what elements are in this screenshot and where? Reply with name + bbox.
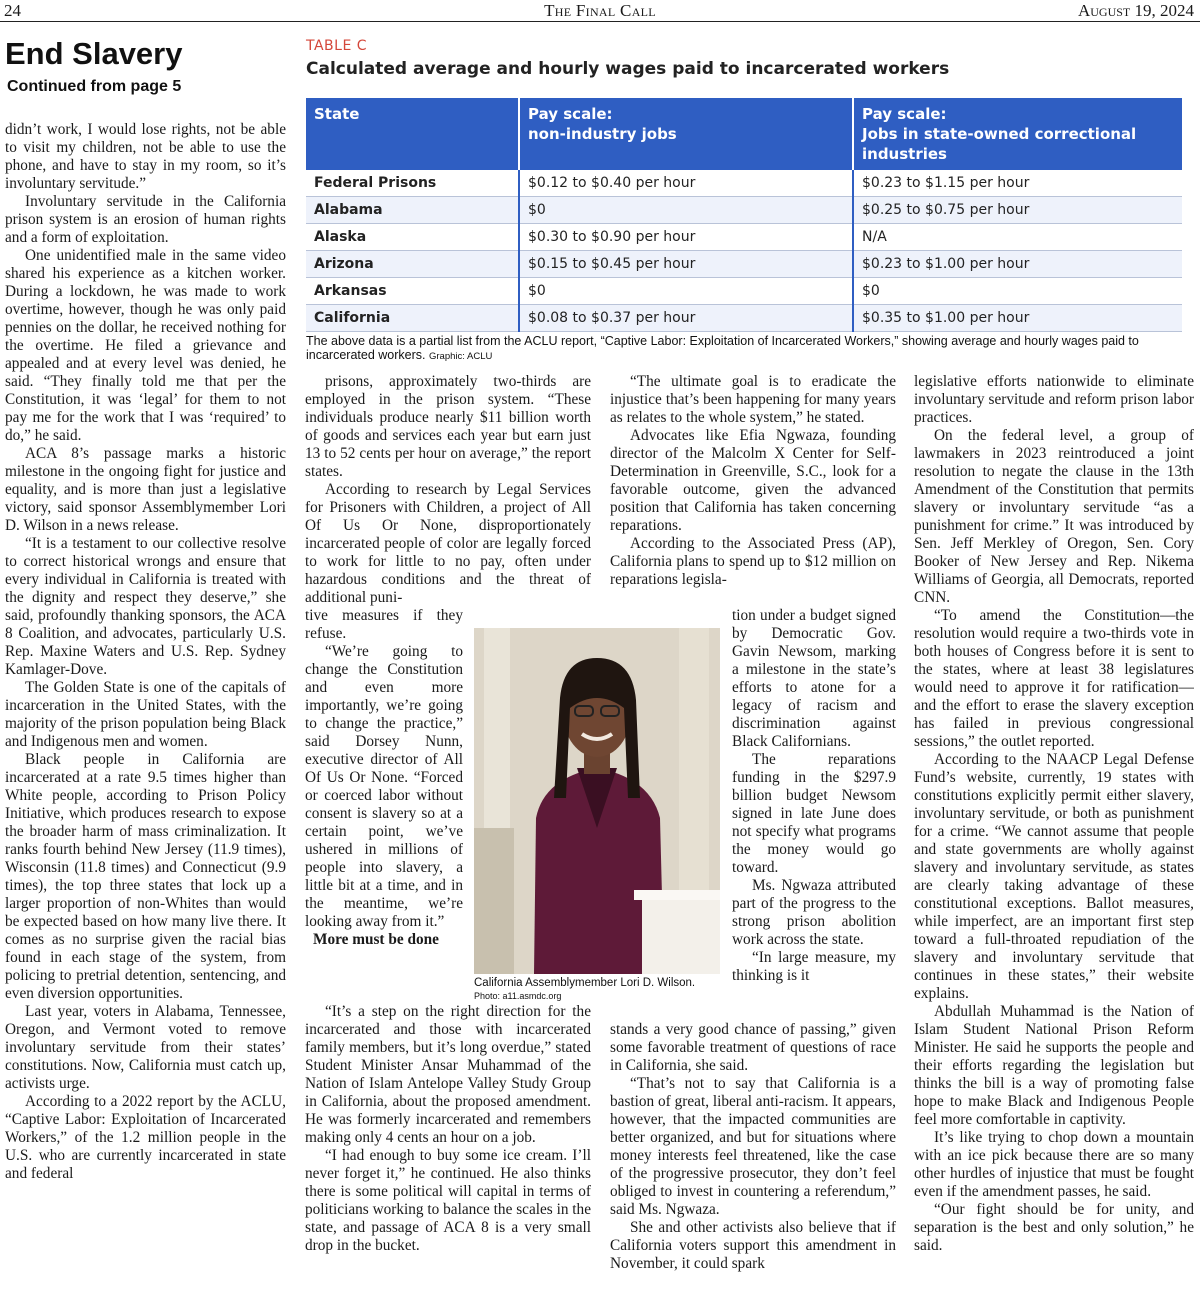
column-3-wrap <box>732 607 896 1021</box>
column-1 <box>5 121 286 1295</box>
column-3-top <box>610 373 896 607</box>
paragraph: Black people in California are incarcerated at a rate 9.5 times higher than White people, according to Prison Policy Initiative, which produces research to expose the broader harm of mass criminalization. It ranks fourth behind New Jersey (11.9 times), Wisconsin (11.8 times) and Connecticut (9.9 times), the top three states that lock up a larger proportion of non-Whites than would be expected based on how many live there. It comes as no surprise given the racial bias found in each stage of the system, from policing to pretrial detention, sentencing, and even diversion opportunities. <box>5 751 286 1002</box>
article-headline: End Slavery <box>5 36 183 71</box>
paragraph: tion under a budget signed by Democratic Gov. Gavin Newsom, marking a milestone in the state’s efforts to atone for a legacy of racism and discrimination against Black Californians. <box>732 607 896 750</box>
paragraph: Abdullah Muhammad is the Nation of Islam Student National Prison Reform Minister. He said he supports the people and their efforts regarding the legislation but thinks the bill is a way of promoting false hope to make Black and Indigenous People feel more comfortable in captivity. <box>914 1003 1194 1128</box>
column-2-wrap-text <box>305 607 463 931</box>
table-header-industries: Pay scale: Jobs in state-owned correctional industries <box>853 98 1182 170</box>
paragraph: “In large measure, my thinking is it <box>732 949 896 984</box>
paragraph: Advocates like Efia Ngwaza, founding director of the Malcolm X Center for Self-Determination in Greenville, S.C., look for a favorable outcome, given the advanced position that California has taken concerning reparations. <box>610 427 896 534</box>
paragraph: stands a very good chance of passing,” given some favorable treatment of questions of race in California, she said. <box>610 1021 896 1074</box>
non-industry-pay-cell: $0.08 to $0.37 per hour <box>519 305 853 332</box>
table-body <box>306 170 1182 332</box>
header-rule <box>0 21 1200 22</box>
industry-pay-cell: $0 <box>853 278 1182 305</box>
state-cell: Alaska <box>306 224 519 251</box>
paragraph: The Golden State is one of the capitals of incarceration in the United States, with the majority of the prison population being Black and Indigenous men and women. <box>5 679 286 750</box>
paragraph: She and other activists also believe that if California voters support this amendment in November, it could spark <box>610 1219 896 1272</box>
table-header-state: State <box>306 98 519 170</box>
paragraph: “I had enough to buy some ice cream. I’ll never forget it,” he continued. He also thinks there is some political will capital in terms of politicians working to balance the scales in the state, and passage of ACA 8 is a very small drop in the bucket. <box>305 1147 591 1254</box>
table-label: TABLE C <box>306 38 368 54</box>
paragraph: According to the NAACP Legal Defense Fund’s website, currently, 19 states with constitutions explicitly permit either slavery, involuntary servitude, or both as punishment for a crime. “We cannot assume that people and state governments are wholly against slavery and involuntary servitude, as states are clearly taking advantage of these constitutional exceptions. Ballot measures, while imperfect, are an important first step toward a full-throated repudiation of the slavery and involuntary servitude that continues in these states,” their website explains. <box>914 751 1194 1002</box>
table-row <box>306 170 1182 197</box>
photo-credit: Photo: a11.asmdc.org <box>474 991 562 1001</box>
paragraph: According to the Associated Press (AP), California plans to spend up to $12 million on reparations legisla- <box>610 535 896 588</box>
non-industry-pay-cell: $0.30 to $0.90 per hour <box>519 224 853 251</box>
industry-pay-cell: N/A <box>853 224 1182 251</box>
table-row <box>306 224 1182 251</box>
industry-pay-cell: $0.23 to $1.15 per hour <box>853 170 1182 197</box>
paragraph: According to research by Legal Services for Prisoners with Children, a project of All Of Us Or None, disproportionately incarcerated people of color are legally forced to work for little to no pay, often under hazardous conditions and the threat of additional puni- <box>305 481 591 606</box>
column-2-top <box>305 373 591 607</box>
paragraph: Involuntary servitude in the California prison system is an erosion of human rights and a form of exploitation. <box>5 193 286 246</box>
paragraph: tive measures if they refuse. <box>305 607 463 642</box>
photo-caption-text: California Assemblymember Lori D. Wilson. <box>474 977 696 989</box>
state-cell: Federal Prisons <box>306 170 519 197</box>
state-cell: Arkansas <box>306 278 519 305</box>
state-cell: Alabama <box>306 197 519 224</box>
table-title: Calculated average and hourly wages paid to incarcerated workers <box>306 59 950 79</box>
column-2-bottom <box>305 1003 591 1295</box>
paragraph: “To amend the Constitution—the resolution would require a two-thirds vote in both houses of Congress before it is sent to the states, where at least 38 legislatures would need to approve it for ratification—and the effort to erase the slavery exception has failed in previous congressional sessions,” the outlet reported. <box>914 607 1194 750</box>
table-caption-text: The above data is a partial list from the ACLU report, “Captive Labor: Exploitation of Incarcerated Workers,” showing average and hourly wages paid to incarcerated workers. <box>306 334 1139 362</box>
paragraph: prisons, approximately two-thirds are employed in the prison system. “These individuals produce nearly $11 billion worth of goods and services each year but earn just 13 to 52 cents per hour on average,” the report states. <box>305 373 591 480</box>
column-2-wrap <box>305 607 463 1019</box>
portrait-photo <box>474 628 720 974</box>
table-row <box>306 197 1182 224</box>
non-industry-pay-cell: $0 <box>519 278 853 305</box>
paragraph: didn’t work, I would lose rights, not be able to visit my children, not be able to use the phone, and have to stay in my room, so it’s involuntary servitude.” <box>5 121 286 192</box>
column-3-bottom <box>610 1021 896 1295</box>
paragraph: “The ultimate goal is to eradicate the injustice that’s been happening for many years as relates to the whole system,” he stated. <box>610 373 896 426</box>
industry-pay-cell: $0.25 to $0.75 per hour <box>853 197 1182 224</box>
paragraph: “We’re going to change the Constitution and even more importantly, we’re going to change the practice,” said Dorsey Nunn, executive director of All Of Us Or None. “Forced or coerced labor without consent is slavery so at a certain point, we’ve ushered in millions of people into slavery, a little bit at a time, and in the meantime, we’re looking away from it.” <box>305 643 463 930</box>
portrait-illustration <box>474 628 720 974</box>
non-industry-pay-cell: $0.15 to $0.45 per hour <box>519 251 853 278</box>
paragraph: On the federal level, a group of lawmakers in 2023 reintroduced a joint resolution to negate the clause in the 13th Amendment of the Constitution that permits slavery or involuntary servitude “as a punishment for crime.” It was introduced by Sen. Jeff Merkley of Oregon, Sen. Cory Booker of New Jersey and Rep. Nikema Williams of Georgia, all Democrats, reported CNN. <box>914 427 1194 606</box>
paragraph: The reparations funding in the $297.9 billion budget Newsom signed in late June does not specify what programs the money would go toward. <box>732 751 896 876</box>
paragraph: ACA 8’s passage marks a historic milestone in the ongoing fight for justice and equality, and is more than just a legislative victory, said sponsor Assemblymember Lori D. Wilson in a news release. <box>5 445 286 534</box>
paragraph: legislative efforts nationwide to eliminate involuntary servitude and reform prison labor practices. <box>914 373 1194 426</box>
industry-pay-cell: $0.35 to $1.00 per hour <box>853 305 1182 332</box>
table-caption <box>306 334 1196 364</box>
photo-caption <box>474 977 730 1003</box>
issue-date: August 19, 2024 <box>1077 1 1194 20</box>
paragraph: It’s like trying to chop down a mountain with an ice pick because there are so many other hurdles of injustice that must be fought even if the amendment passes, he said. <box>914 1129 1194 1200</box>
paragraph: Ms. Ngwaza attributed part of the progress to the strong prison abolition work across the state. <box>732 877 896 948</box>
paragraph: According to a 2022 report by the ACLU, “Captive Labor: Exploitation of Incarcerated Workers,” of the 1.2 million people in the U.S. who are currently incarcerated in state and federal <box>5 1093 286 1182</box>
table-row <box>306 251 1182 278</box>
non-industry-pay-cell: $0 <box>519 197 853 224</box>
non-industry-pay-cell: $0.12 to $0.40 per hour <box>519 170 853 197</box>
table-row <box>306 278 1182 305</box>
paragraph: “That’s not to say that California is a bastion of great, liberal anti-racism. It appears, however, that the impacted communities are better organized, and but for situations where money interests feel threatened, like the case of the progressive prosecutor, they don’t feel obliged to invest in countering a referendum,” said Ms. Ngwaza. <box>610 1075 896 1218</box>
newspaper-name: The Final Call <box>544 1 656 20</box>
paragraph: “Our fight should be for unity, and separation is the best and only solution,” he said. <box>914 1201 1194 1254</box>
column-4 <box>914 373 1194 1295</box>
wages-table <box>306 98 1182 332</box>
subhead: More must be done <box>313 931 439 948</box>
state-cell: California <box>306 305 519 332</box>
paragraph: Last year, voters in Alabama, Tennessee, Oregon, and Vermont voted to remove involuntary servitude from their states’ constitutions. Now, California must catch up, activists urge. <box>5 1003 286 1092</box>
paragraph: One unidentified male in the same video shared his experience as a kitchen worker. During a lockdown, he was made to work overtime, however, though he was only paid pennies on the dollar, he received nothing for the overtime. He filed a grievance and appealed and at every level was denied, he said. “They finally told me that per the Constitution, it was ‘legal’ for them to not pay me for the work that I was ‘required’ to do,” he said. <box>5 247 286 444</box>
table-credit: Graphic: ACLU <box>428 351 493 362</box>
running-header <box>0 0 1200 20</box>
table-header-non-industry: Pay scale: non-industry jobs <box>519 98 853 170</box>
page-number: 24 <box>4 1 21 20</box>
continued-line: Continued from page 5 <box>7 78 182 95</box>
table-row <box>306 305 1182 332</box>
industry-pay-cell: $0.23 to $1.00 per hour <box>853 251 1182 278</box>
state-cell: Arizona <box>306 251 519 278</box>
paragraph: “It’s a step on the right direction for the incarcerated and those with incarcerated family members, but it’s long overdue,” stated Student Minister Ansar Muhammad of the Nation of Islam Antelope Valley Study Group in California, about the proposed amendment. He was formerly incarcerated and remembers making only 4 cents an hour on a job. <box>305 1003 591 1146</box>
paragraph: “It is a testament to our collective resolve to correct historical wrongs and ensure that every individual in California is treated with the dignity and respect they deserve,” she said, profoundly thanking sponsors, the ACA 8 Coalition, and advocates, particularly U.S. Rep. Maxine Waters and U.S. Rep. Sydney Kamlager-Dove. <box>5 535 286 678</box>
